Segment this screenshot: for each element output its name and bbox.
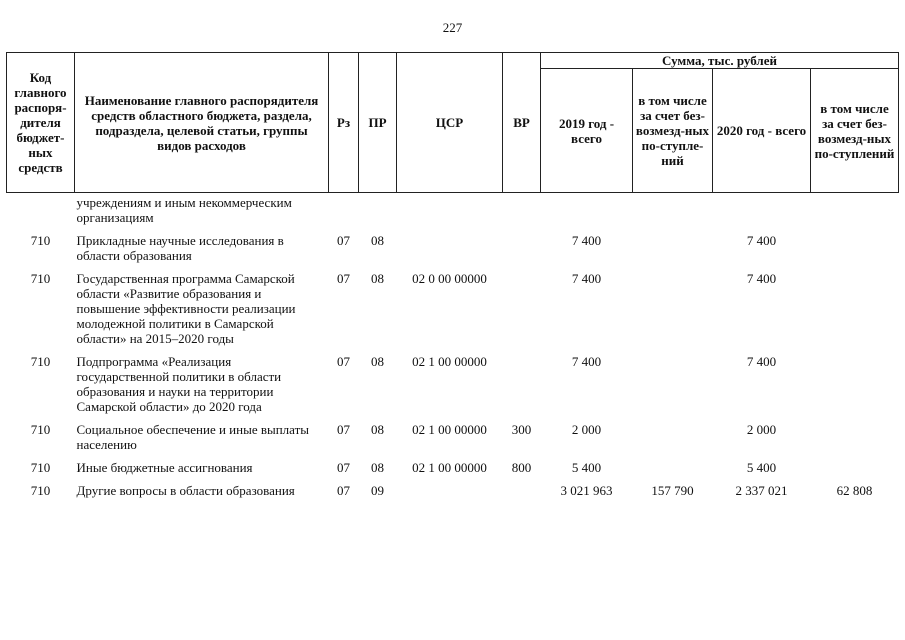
row-2019-free (633, 420, 713, 458)
row-2020-total: 2 000 (746, 422, 777, 437)
row-2020-free (811, 231, 899, 269)
row-code: 710 (30, 422, 51, 437)
row-2020-total (713, 193, 811, 232)
row-pr: 08 (371, 354, 384, 369)
row-2020-free (811, 420, 899, 458)
row-csr (397, 481, 503, 504)
row-2020-free (811, 269, 899, 352)
table-row (7, 231, 899, 269)
header-2020-free: в том числе за счет без-возмезд-ных по-ступлений (811, 69, 899, 193)
row-vr (503, 352, 541, 420)
row-2020-total: 7 400 (746, 233, 777, 248)
row-2020-total: 5 400 (746, 460, 777, 475)
row-pr: 08 (371, 422, 384, 437)
row-2019-total (541, 193, 633, 232)
row-rz: 07 (337, 233, 350, 248)
row-2020-total: 2 337 021 (735, 483, 788, 498)
row-csr (397, 193, 503, 232)
row-vr (503, 193, 541, 232)
row-2019-total: 3 021 963 (560, 483, 613, 498)
row-2019-total: 7 400 (571, 354, 602, 369)
row-2019-free (633, 458, 713, 481)
table-row (7, 193, 899, 232)
row-rz: 07 (337, 354, 350, 369)
row-pr: 09 (371, 483, 384, 498)
row-rz: 07 (337, 422, 350, 437)
row-2019-total: 2 000 (571, 422, 602, 437)
row-rz: 07 (337, 483, 350, 498)
row-name: Иные бюджетные ассигнования (76, 460, 253, 475)
row-vr (503, 269, 541, 352)
row-name: учреждениям и иным некоммерческим организациям (76, 195, 292, 225)
row-2019-total: 7 400 (571, 233, 602, 248)
row-rz: 07 (337, 460, 350, 475)
header-csr: ЦСР (397, 53, 503, 193)
budget-table (6, 52, 899, 504)
row-2019-free (633, 269, 713, 352)
row-csr (397, 231, 503, 269)
table-row (7, 481, 899, 504)
header-pr: ПР (359, 53, 397, 193)
row-2020-free (811, 193, 899, 232)
row-code: 710 (30, 233, 51, 248)
row-pr: 08 (371, 460, 384, 475)
table-row (7, 420, 899, 458)
table-row (7, 352, 899, 420)
row-pr: 08 (371, 233, 384, 248)
row-2020-free (811, 352, 899, 420)
row-code: 710 (30, 460, 51, 475)
table-row (7, 269, 899, 352)
row-2019-total: 5 400 (571, 460, 602, 475)
header-2019-free: в том числе за счет без-возмезд-ных по-ступле-ний (633, 69, 713, 193)
row-vr (503, 231, 541, 269)
row-pr (359, 193, 397, 232)
table-row (7, 458, 899, 481)
row-vr (503, 481, 541, 504)
row-code: 710 (30, 271, 51, 286)
row-csr: 02 1 00 00000 (412, 460, 487, 475)
row-vr: 800 (511, 460, 532, 475)
row-csr: 02 1 00 00000 (412, 354, 487, 369)
header-2020-total: 2020 год - всего (713, 69, 811, 193)
header-sum-group: Сумма, тыс. рублей (541, 53, 899, 69)
row-code: 710 (30, 483, 51, 498)
row-2019-free (633, 193, 713, 232)
header-vr: ВР (503, 53, 541, 193)
row-pr: 08 (371, 271, 384, 286)
row-2020-total: 7 400 (746, 354, 777, 369)
page-number: 227 (442, 20, 463, 35)
row-name: Подпрограмма «Реализация государственной политики в области образования и науки на территории Самарской области» до 2020 года (76, 354, 282, 414)
row-2020-total: 7 400 (746, 271, 777, 286)
row-code (7, 193, 75, 232)
row-2019-total: 7 400 (571, 271, 602, 286)
row-csr: 02 0 00 00000 (412, 271, 487, 286)
table-body (7, 193, 899, 505)
row-rz (329, 193, 359, 232)
row-name: Государственная программа Самарской области «Развитие образования и повышение эффективности реализации молодежной политики в Самарской области» на 2015–2020 годы (76, 271, 296, 346)
row-2020-free: 62 808 (836, 483, 873, 498)
row-vr: 300 (511, 422, 532, 437)
row-2020-free (811, 458, 899, 481)
header-2019-total: 2019 год - всего (541, 69, 633, 193)
row-csr: 02 1 00 00000 (412, 422, 487, 437)
header-rz: Рз (329, 53, 359, 193)
row-2019-free: 157 790 (651, 483, 694, 498)
header-code: Код главного распоря-дителя бюджет-ных средств (7, 53, 75, 193)
row-name: Социальное обеспечение и иные выплаты населению (76, 422, 310, 452)
header-name: Наименование главного распорядителя средств областного бюджета, раздела, подраздела, целевой статьи, группы видов расходов (75, 53, 329, 193)
row-2019-free (633, 231, 713, 269)
row-code: 710 (30, 354, 51, 369)
row-2019-free (633, 352, 713, 420)
row-name: Другие вопросы в области образования (76, 483, 295, 498)
row-name: Прикладные научные исследования в области образования (76, 233, 284, 263)
row-rz: 07 (337, 271, 350, 286)
